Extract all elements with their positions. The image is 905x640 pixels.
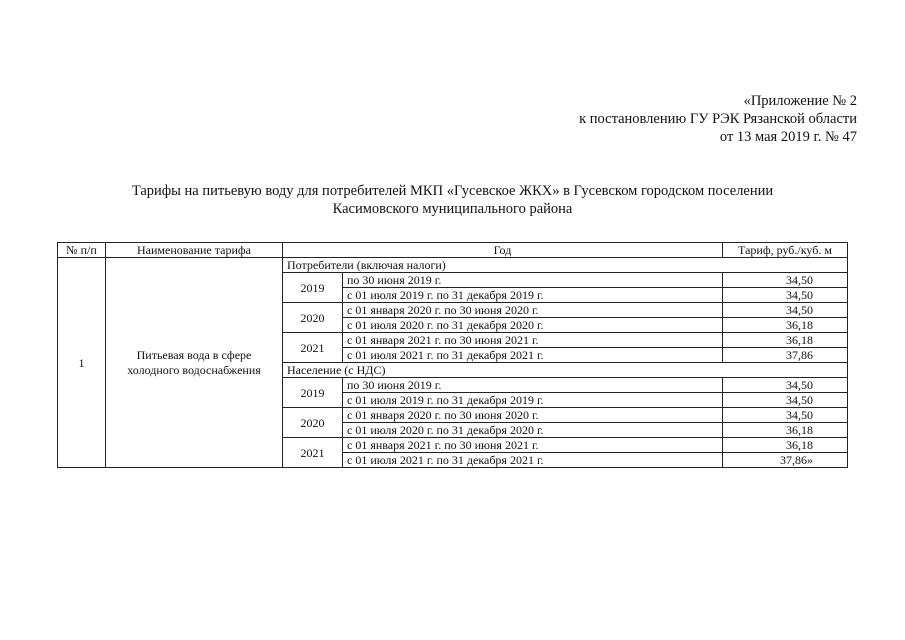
document-title [0, 182, 905, 218]
tariff-value-cell: 34,50 [723, 273, 848, 288]
tariff-value-cell: 34,50 [723, 378, 848, 393]
year-cell: 2020 [283, 303, 343, 333]
row-number-cell: 1 [58, 258, 106, 468]
appendix-header-line2: к постановлению ГУ РЭК Рязанской области [579, 111, 857, 127]
column-header-number: № п/п [58, 243, 106, 258]
tariff-value-cell: 34,50 [723, 408, 848, 423]
appendix-header-line1: «Приложение № 2 [743, 93, 857, 109]
group-row [58, 258, 848, 273]
tariff-value-cell: 36,18 [723, 438, 848, 453]
period-cell: с 01 января 2021 г. по 30 июня 2021 г. [343, 333, 723, 348]
period-cell: с 01 июля 2021 г. по 31 декабря 2021 г. [343, 348, 723, 363]
period-cell: с 01 июля 2019 г. по 31 декабря 2019 г. [343, 288, 723, 303]
tariff-value-cell: 34,50 [723, 288, 848, 303]
tariff-value-cell: 36,18 [723, 333, 848, 348]
period-cell: с 01 января 2020 г. по 30 июня 2020 г. [343, 303, 723, 318]
appendix-header [579, 92, 857, 146]
tariff-table [57, 242, 848, 468]
tariff-value-cell: 37,86» [723, 453, 848, 468]
period-cell: по 30 июня 2019 г. [343, 273, 723, 288]
year-cell: 2020 [283, 408, 343, 438]
tariff-name-cell: Питьевая вода в сфере холодного водоснабжения [106, 258, 283, 468]
year-cell: 2019 [283, 378, 343, 408]
period-cell: по 30 июня 2019 г. [343, 378, 723, 393]
tariff-value-cell: 34,50 [723, 393, 848, 408]
document-title-line2: Касимовского муниципального района [332, 201, 573, 217]
year-cell: 2019 [283, 273, 343, 303]
document-title-line1: Тарифы на питьевую воду для потребителей МКП «Гусевское ЖКХ» в Гусевском городском поселении [131, 183, 774, 199]
tariff-value-cell: 37,86 [723, 348, 848, 363]
group-label-population: Население (с НДС) [283, 363, 848, 378]
tariff-value-cell: 36,18 [723, 318, 848, 333]
tariff-value-cell: 34,50 [723, 303, 848, 318]
period-cell: с 01 июля 2021 г. по 31 декабря 2021 г. [343, 453, 723, 468]
year-cell: 2021 [283, 333, 343, 363]
column-header-tariff-name: Наименование тарифа [106, 243, 283, 258]
period-cell: с 01 июля 2020 г. по 31 декабря 2020 г. [343, 423, 723, 438]
tariff-value-cell: 36,18 [723, 423, 848, 438]
column-header-tariff-value: Тариф, руб./куб. м [723, 243, 848, 258]
period-cell: с 01 января 2021 г. по 30 июня 2021 г. [343, 438, 723, 453]
appendix-header-line3: от 13 мая 2019 г. № 47 [719, 129, 857, 145]
period-cell: с 01 июля 2020 г. по 31 декабря 2020 г. [343, 318, 723, 333]
column-header-year: Год [283, 243, 723, 258]
period-cell: с 01 июля 2019 г. по 31 декабря 2019 г. [343, 393, 723, 408]
period-cell: с 01 января 2020 г. по 30 июня 2020 г. [343, 408, 723, 423]
year-cell: 2021 [283, 438, 343, 468]
group-label-consumers: Потребители (включая налоги) [283, 258, 848, 273]
table-header-row [58, 243, 848, 258]
